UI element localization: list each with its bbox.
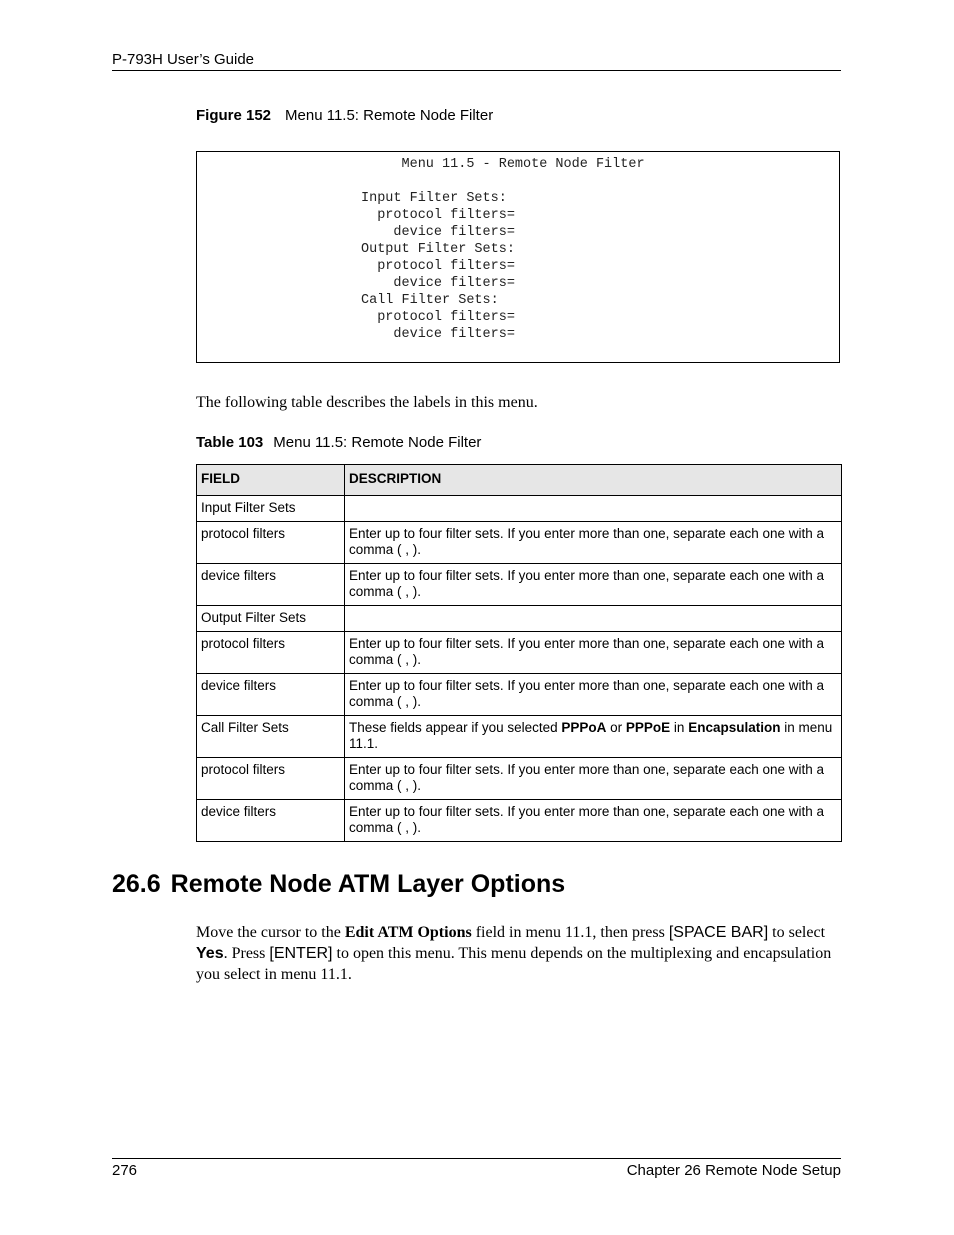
page-header bbox=[112, 51, 841, 71]
table-row bbox=[197, 564, 842, 606]
description-cell: Enter up to four filter sets. If you enter more than one, separate each one with a comma ( , ). bbox=[345, 564, 842, 606]
table-row bbox=[197, 496, 842, 522]
description-cell bbox=[345, 606, 842, 632]
description-cell bbox=[345, 716, 842, 758]
para-key-enter: [ENTER] bbox=[269, 945, 333, 962]
menu-screen bbox=[196, 151, 840, 363]
guide-title: P-793H User’s Guide bbox=[112, 51, 255, 68]
para-text: . Press bbox=[223, 945, 270, 962]
page-number: 276 bbox=[112, 1162, 138, 1179]
header-description: DESCRIPTION bbox=[345, 465, 842, 496]
desc-bold-pppoa: PPPoA bbox=[561, 720, 607, 735]
field-cell: protocol filters bbox=[197, 522, 345, 564]
menu-screen-text: Menu 11.5 - Remote Node Filter Input Filter Sets: protocol filters= device filters= Output Filter Sets: protocol filters= device filters= Call Filter Sets: protocol filters= device filters= bbox=[361, 157, 645, 342]
table-label: Table 103 bbox=[196, 434, 264, 451]
description-cell bbox=[345, 496, 842, 522]
figure-title: Menu 11.5: Remote Node Filter bbox=[285, 107, 494, 124]
table-row bbox=[197, 758, 842, 800]
para-bold-edit-atm-options: Edit ATM Options bbox=[344, 924, 472, 941]
para-text: Move the cursor to the bbox=[196, 924, 345, 941]
table-row bbox=[197, 632, 842, 674]
section-title: Remote Node ATM Layer Options bbox=[170, 870, 566, 898]
field-cell: device filters bbox=[197, 674, 345, 716]
field-cell: Call Filter Sets bbox=[197, 716, 345, 758]
desc-text: in menu 11.1. bbox=[349, 720, 833, 751]
table-header-row bbox=[197, 465, 842, 496]
table-title: Menu 11.5: Remote Node Filter bbox=[273, 434, 482, 451]
table-row bbox=[197, 800, 842, 842]
desc-text: These fields appear if you selected bbox=[349, 720, 562, 735]
field-description-table bbox=[196, 464, 842, 842]
description-cell: Enter up to four filter sets. If you enter more than one, separate each one with a comma ( , ). bbox=[345, 522, 842, 564]
description-cell: Enter up to four filter sets. If you enter more than one, separate each one with a comma ( , ). bbox=[345, 632, 842, 674]
table-caption bbox=[196, 434, 481, 451]
figure-caption bbox=[196, 107, 493, 124]
field-cell: device filters bbox=[197, 800, 345, 842]
field-cell: protocol filters bbox=[197, 632, 345, 674]
intro-text: The following table describes the labels in this menu. bbox=[196, 394, 538, 411]
para-key-space-bar: [SPACE BAR] bbox=[668, 924, 769, 941]
field-cell: protocol filters bbox=[197, 758, 345, 800]
desc-bold-encapsulation: Encapsulation bbox=[688, 720, 781, 735]
para-text: to open this menu. This menu depends on the multiplexing and encapsulation you select in menu 11.1. bbox=[196, 945, 832, 983]
figure-label: Figure 152 bbox=[196, 107, 272, 124]
para-bold-yes: Yes bbox=[196, 945, 224, 962]
table-row bbox=[197, 674, 842, 716]
field-cell: Output Filter Sets bbox=[197, 606, 345, 632]
field-cell: device filters bbox=[197, 564, 345, 606]
table-row bbox=[197, 522, 842, 564]
page-footer bbox=[112, 1158, 841, 1179]
section-number: 26.6 bbox=[112, 870, 161, 898]
section-heading bbox=[112, 870, 565, 899]
field-cell: Input Filter Sets bbox=[197, 496, 345, 522]
para-text: field in menu 11.1, then press bbox=[471, 924, 669, 941]
description-cell: Enter up to four filter sets. If you enter more than one, separate each one with a comma ( , ). bbox=[345, 758, 842, 800]
table-row bbox=[197, 716, 842, 758]
para-text: to select bbox=[768, 924, 826, 941]
table-row bbox=[197, 606, 842, 632]
desc-text: in bbox=[670, 720, 689, 735]
description-cell: Enter up to four filter sets. If you enter more than one, separate each one with a comma ( , ). bbox=[345, 800, 842, 842]
section-paragraph bbox=[196, 922, 842, 985]
description-cell: Enter up to four filter sets. If you enter more than one, separate each one with a comma ( , ). bbox=[345, 674, 842, 716]
header-field: FIELD bbox=[197, 465, 345, 496]
desc-text: or bbox=[606, 720, 626, 735]
desc-bold-pppoe: PPPoE bbox=[625, 720, 671, 735]
chapter-title: Chapter 26 Remote Node Setup bbox=[626, 1162, 841, 1179]
